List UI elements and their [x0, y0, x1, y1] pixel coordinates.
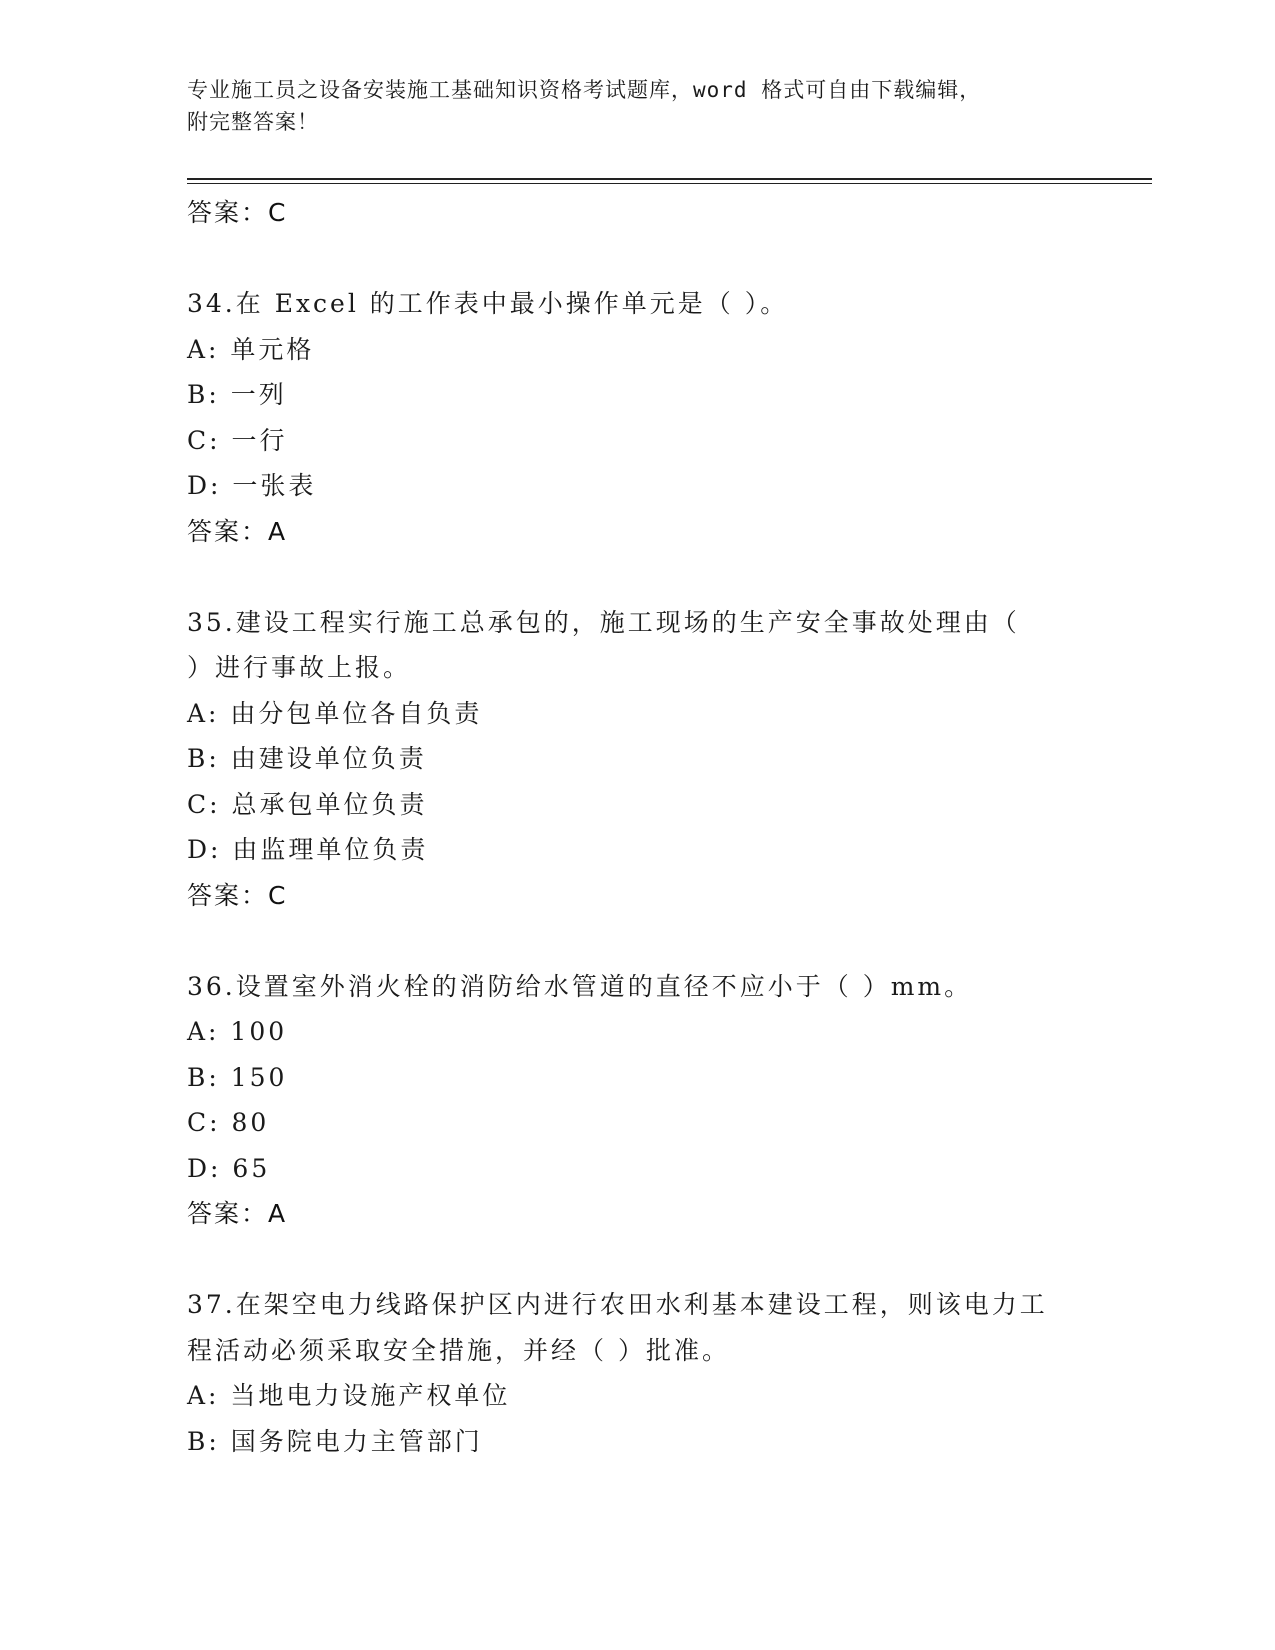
question-36 [187, 964, 1087, 1237]
header-line-2: 附完整答案！ [187, 110, 319, 134]
answer: 答案：A [187, 516, 288, 546]
question-34 [187, 281, 1087, 554]
spacer [187, 554, 1087, 600]
option-c: C: 80 [187, 1108, 270, 1137]
option-b: B: 由建设单位负责 [187, 744, 427, 773]
option-a: A: 由分包单位各自负责 [187, 698, 483, 728]
option-d: D: 65 [187, 1153, 271, 1183]
question-text-cont: 程活动必须采取安全措施，并经（ ）批准。 [187, 1335, 730, 1365]
document-header [187, 74, 1067, 138]
question-35 [187, 600, 1087, 919]
previous-answer: 答案：C [187, 198, 288, 227]
option-c: C: 总承包单位负责 [187, 789, 428, 819]
header-divider-thick [187, 178, 1152, 180]
question-text: 35.建设工程实行施工总承包的，施工现场的生产安全事故处理由（ [187, 607, 1020, 637]
question-37 [187, 1282, 1087, 1464]
question-text: 34.在 Excel 的工作表中最小操作单元是（ ）。 [187, 289, 789, 318]
option-d: D: 一张表 [187, 471, 317, 500]
option-b: B: 国务院电力主管部门 [187, 1426, 483, 1456]
option-d: D: 由监理单位负责 [187, 835, 429, 864]
option-c: C: 一行 [187, 425, 288, 455]
option-b: B: 一列 [187, 380, 287, 409]
option-a: A: 当地电力设施产权单位 [187, 1381, 511, 1410]
spacer [187, 236, 1087, 282]
question-text: 36.设置室外消火栓的消防给水管道的直径不应小于（ ）mm。 [187, 971, 973, 1001]
option-b: B: 150 [187, 1062, 288, 1092]
header-divider-thin [187, 183, 1152, 184]
option-a: A: 单元格 [187, 334, 315, 364]
option-a: A: 100 [187, 1017, 288, 1046]
question-list [187, 190, 1087, 1464]
spacer [187, 1237, 1087, 1283]
question-text: 37.在架空电力线路保护区内进行农田水利基本建设工程，则该电力工 [187, 1290, 1048, 1319]
spacer [187, 918, 1087, 964]
answer: 答案：A [187, 1199, 288, 1228]
question-text-cont: ）进行事故上报。 [187, 653, 412, 682]
answer: 答案：C [187, 880, 288, 910]
header-line-1: 专业施工员之设备安装施工基础知识资格考试题库，word 格式可自由下载编辑， [187, 78, 982, 102]
